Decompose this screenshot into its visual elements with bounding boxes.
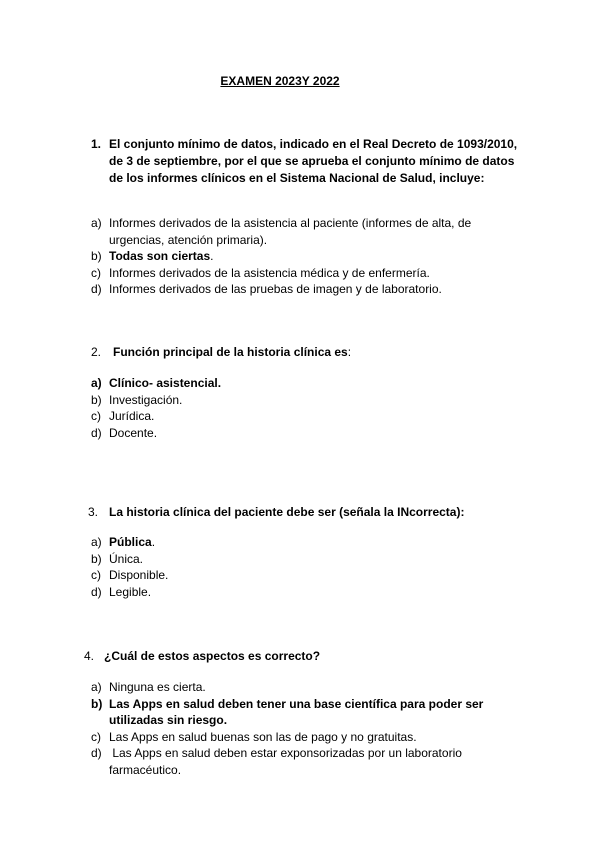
option: [0, 567, 600, 584]
option-letter: c): [91, 568, 101, 582]
option-text-line: utilizadas sin riesgo.: [109, 713, 228, 727]
option-letter: a): [91, 680, 102, 694]
option-letter: a): [91, 535, 102, 549]
option: [0, 248, 600, 265]
option-text: Informes derivados de la asistencia médica y de enfermería.: [109, 265, 430, 280]
question-text: La historia clínica del paciente debe ser (señala la INcorrecta):: [109, 505, 465, 519]
option-text-line: Pública: [109, 535, 152, 549]
question-text-line: El conjunto mínimo de datos, indicado en el Real Decreto de 1093/2010,: [109, 137, 518, 151]
question-number: 2.: [91, 345, 102, 359]
question-text: [113, 344, 543, 361]
option-text: Docente.: [109, 425, 158, 440]
option-text-line: Todas son ciertas: [109, 249, 211, 263]
option-letter: c): [91, 729, 101, 744]
option-text: Legible.: [109, 584, 152, 599]
option-letter: b): [91, 249, 102, 263]
option-text: [109, 696, 519, 729]
option-letter: c): [91, 409, 101, 423]
option: [0, 696, 600, 729]
option-letter: d): [91, 746, 102, 760]
option: [0, 729, 600, 746]
question-text: [109, 136, 549, 187]
question-text-line: de 3 de septiembre, por el que se aprueba el conjunto mínimo de datos: [109, 154, 515, 168]
option-suffix: .: [210, 249, 214, 263]
option: [0, 281, 600, 298]
option-text: Ninguna es cierta.: [109, 680, 206, 694]
option-text: Informes derivados de las pruebas de imagen y de laboratorio.: [109, 282, 442, 296]
question-text: ¿Cuál de estos aspectos es correcto?: [104, 649, 321, 663]
option-text: Las Apps en salud buenas son las de pago y no gratuitas.: [109, 729, 417, 744]
option-text: Clínico- asistencial.: [109, 376, 222, 390]
options-list: [0, 534, 600, 600]
option-text: Única.: [109, 551, 144, 566]
option-text: Disponible.: [109, 568, 169, 582]
options-list: [0, 215, 600, 298]
option: [0, 551, 600, 568]
option-text: Jurídica.: [109, 409, 155, 423]
option-letter: c): [91, 265, 101, 280]
options-list: [0, 679, 600, 778]
option-text-line: Informes derivados de la asistencia al paciente (informes de alta, de: [109, 216, 472, 230]
option-letter: b): [91, 696, 103, 711]
option-text-line: Las Apps en salud deben tener una base científica para poder ser: [109, 696, 484, 711]
option-text: [109, 534, 519, 551]
option: [0, 534, 600, 551]
exam-title: EXAMEN 2023Y 2022: [220, 74, 340, 88]
question-text-suffix: :: [347, 345, 352, 359]
option-text: [109, 215, 519, 248]
option-letter: a): [91, 376, 102, 390]
option: [0, 375, 600, 392]
option: [0, 265, 600, 282]
option: [0, 679, 600, 696]
option-text: Investigación.: [109, 392, 183, 407]
question-text-line: Función principal de la historia clínica es: [113, 345, 348, 359]
question-number: 4.: [84, 649, 95, 663]
option: [0, 584, 600, 601]
option: [0, 215, 600, 248]
option-letter: d): [91, 282, 102, 296]
option-text: [109, 745, 519, 778]
question-text-line: de los informes clínicos en el Sistema Nacional de Salud, incluye:: [109, 171, 485, 185]
option-letter: b): [91, 551, 102, 566]
option-letter: d): [91, 584, 102, 599]
option-text-line: farmacéutico.: [109, 762, 182, 777]
option-text-line: Las Apps en salud deben estar exponsorizadas por un laboratorio: [109, 746, 462, 760]
option-text-line: urgencias, atención primaria).: [109, 232, 268, 247]
option: [0, 408, 600, 425]
option: [0, 392, 600, 409]
option: [0, 425, 600, 442]
question-number: 3.: [88, 505, 99, 519]
question-number: 1.: [91, 137, 102, 151]
option-text: [109, 248, 519, 265]
option-letter: d): [91, 425, 102, 440]
option-suffix: .: [151, 535, 156, 549]
option-letter: b): [91, 392, 102, 407]
option-letter: a): [91, 216, 102, 230]
option: [0, 745, 600, 778]
options-list: [0, 375, 600, 441]
